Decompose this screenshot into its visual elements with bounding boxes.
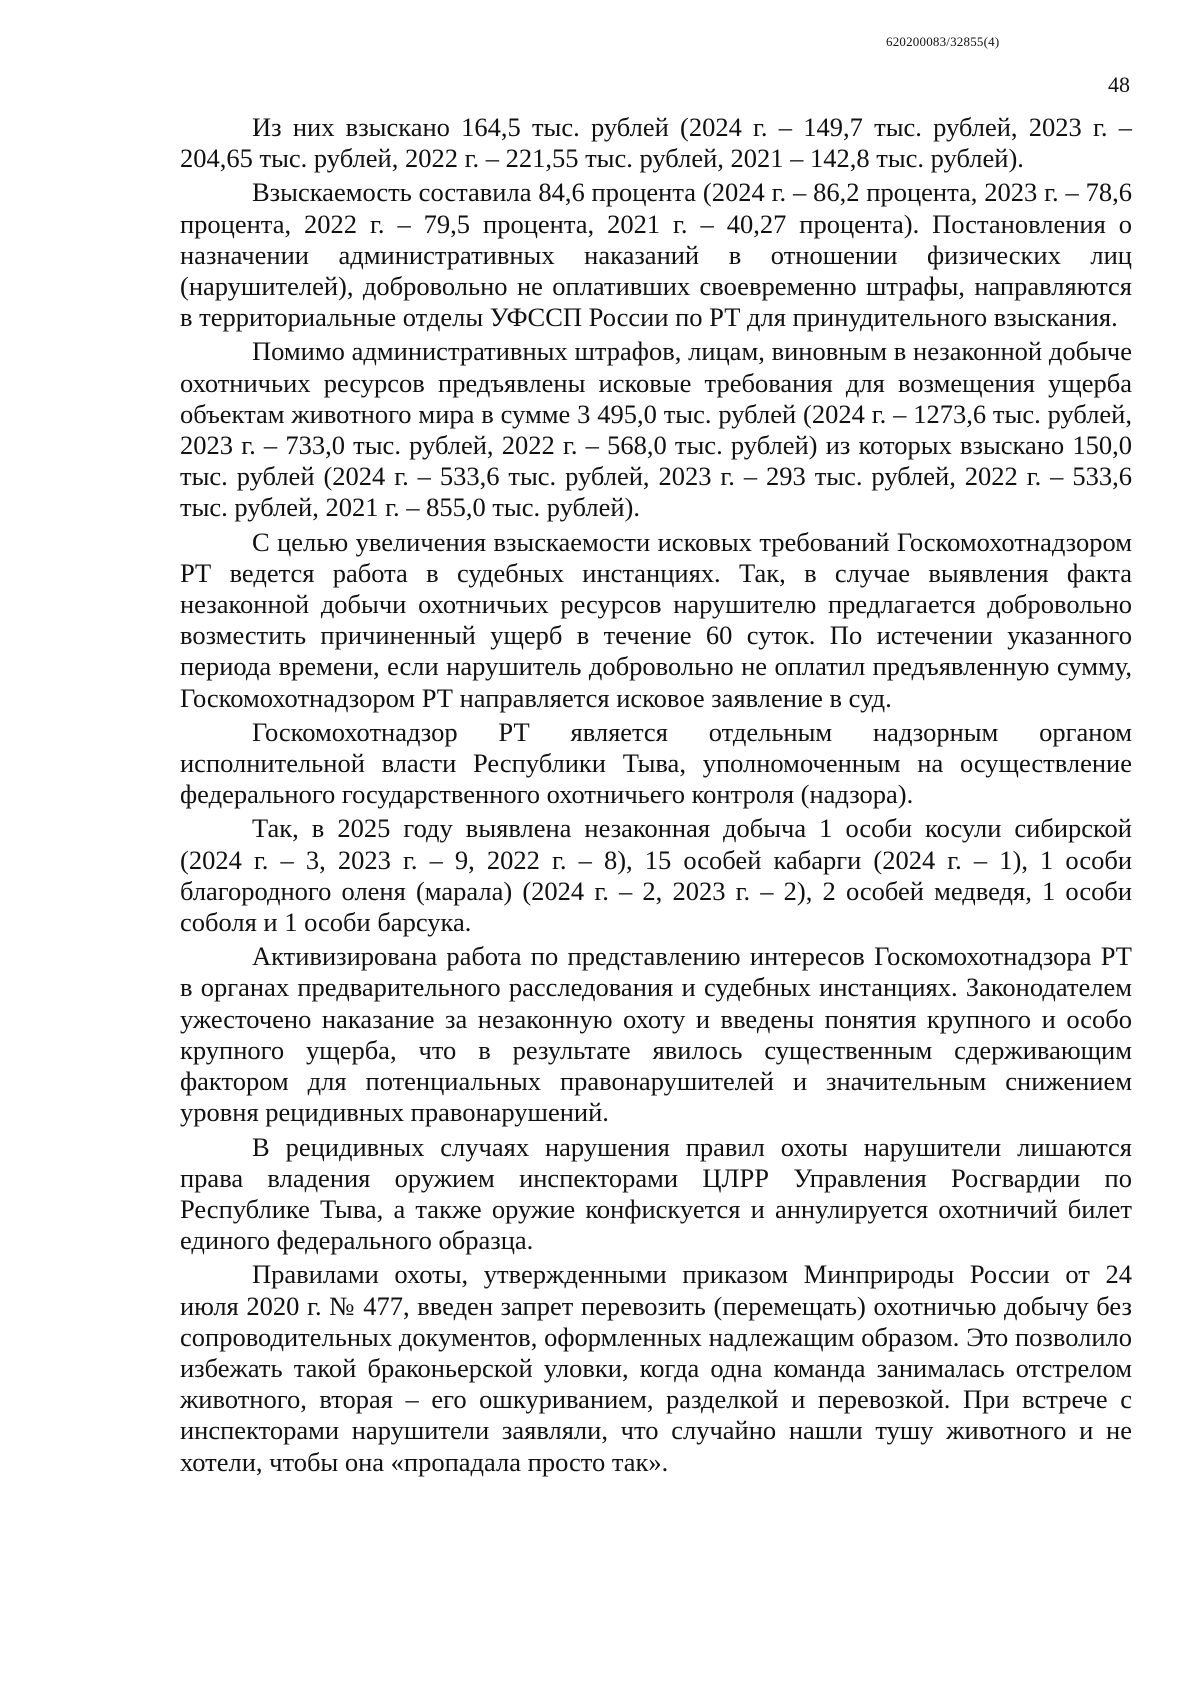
paragraph: С целью увеличения взыскаемости исковых требований Госкомохотнадзором РТ ведется работа в судебных инстанциях. Так, в случае выявления факта незаконной добычи охотничьих ресурсов нарушителю предлагается добровольно возместить причиненный ущерб в течение 60 суток. По истечении указанного периода времени, если нарушитель добровольно не оплатил предъявленную сумму, Госкомохотнадзором РТ направляется исковое заявление в суд.: [180, 526, 1132, 713]
paragraph: Помимо административных штрафов, лицам, виновным в незаконной добыче охотничьих ресурсов предъявлены исковые требования для возмещения ущерба объектам животного мира в сумме 3 495,0 тыс. рублей (2024 г. – 1273,6 тыс. рублей, 2023 г. – 733,0 тыс. рублей, 2022 г. – 568,0 тыс. рублей) из которых взыскано 150,0 тыс. рублей (2024 г. – 533,6 тыс. рублей, 2023 г. – 293 тыс. рублей, 2022 г. – 533,6 тыс. рублей, 2021 г. – 855,0 тыс. рублей).: [180, 336, 1132, 523]
paragraph: Взыскаемость составила 84,6 процента (2024 г. – 86,2 процента, 2023 г. – 78,6 процента, 2022 г. – 79,5 процента, 2021 г. – 40,27 процента). Постановления о назначении административных наказаний в отношении физических лиц (нарушителей), добровольно не оплативших своевременно штрафы, направляются в территориальные отделы УФССП России по РТ для принудительного взыскания.: [180, 177, 1132, 333]
paragraph: Правилами охоты, утвержденными приказом Минприроды России от 24 июля 2020 г. № 477, введен запрет перевозить (перемещать) охотничью добычу без сопроводительных документов, оформленных надлежащим образом. Это позволило избежать такой браконьерской уловки, когда одна команда занималась отстрелом животного, вторая – его ошкуриванием, разделкой и перевозкой. При встрече с инспекторами нарушители заявляли, что случайно нашли тушу животного и не хотели, чтобы она «пропадала просто так».: [180, 1259, 1132, 1477]
page-number: 48: [1108, 72, 1130, 97]
paragraph: Госкомохотнадзор РТ является отдельным надзорным органом исполнительной власти Республики Тыва, уполномоченным на осуществление федерального государственного охотничьего контроля (надзора).: [180, 716, 1132, 810]
paragraph: Так, в 2025 году выявлена незаконная добыча 1 особи косули сибирской (2024 г. – 3, 2023 г. – 9, 2022 г. – 8), 15 особей кабарги (2024 г. – 1), 1 особи благородного оленя (марала) (2024 г. – 2, 2023 г. – 2), 2 особей медведя, 1 особи соболя и 1 особи барсука.: [180, 813, 1132, 938]
document-id: 620200083/32855(4): [886, 34, 1000, 49]
paragraph: Активизирована работа по представлению интересов Госкомохотнадзора РТ в органах предварительного расследования и судебных инстанциях. Законодателем ужесточено наказание за незаконную охоту и введены понятия крупного и особо крупного ущерба, что в результате явилось существенным сдерживающим фактором для потенциальных правонарушителей и значительным снижением уровня рецидивных правонарушений.: [180, 941, 1132, 1128]
paragraph: В рецидивных случаях нарушения правил охоты нарушители лишаются права владения оружием инспекторами ЦЛРР Управления Росгвардии по Республике Тыва, а также оружие конфискуется и аннулируется охотничий билет единого федерального образца.: [180, 1131, 1132, 1256]
body-text: [180, 112, 1132, 1481]
paragraph: Из них взыскано 164,5 тыс. рублей (2024 г. – 149,7 тыс. рублей, 2023 г. – 204,65 тыс. рублей, 2022 г. – 221,55 тыс. рублей, 2021 – 142,8 тыс. рублей).: [180, 112, 1132, 174]
